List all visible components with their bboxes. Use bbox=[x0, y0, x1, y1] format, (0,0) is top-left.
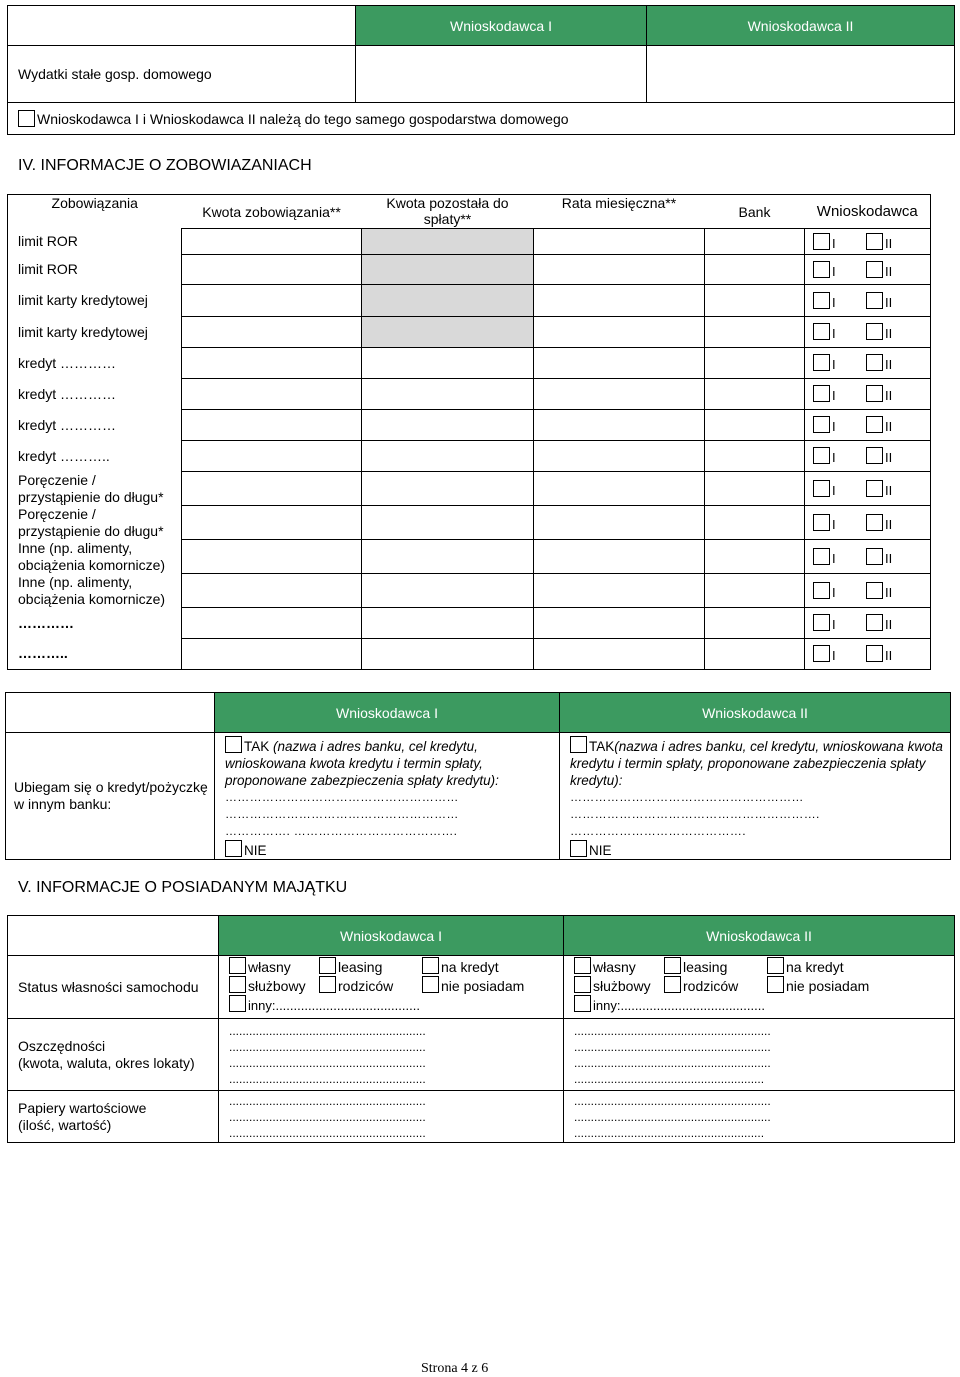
car-other-field-2[interactable]: inny:........................................ bbox=[593, 998, 765, 1013]
bank-field[interactable] bbox=[705, 410, 805, 441]
securities-field-2[interactable] bbox=[564, 1091, 955, 1143]
securities-sublabel: (ilość, wartość) bbox=[18, 1116, 112, 1133]
applicant-2-checkbox[interactable] bbox=[866, 480, 883, 497]
applicant-2-checkbox[interactable] bbox=[866, 548, 883, 565]
applicant-1-checkbox[interactable] bbox=[813, 514, 830, 531]
applicant-2-label: II bbox=[885, 516, 893, 532]
tak-dots-2a[interactable]: ………………………………………………… bbox=[570, 790, 804, 804]
installment-field[interactable] bbox=[534, 285, 705, 317]
remaining-field[interactable] bbox=[362, 574, 534, 608]
remaining-field[interactable] bbox=[362, 410, 534, 441]
savings-line[interactable]: ........................................................... bbox=[229, 1039, 426, 1054]
liability-row bbox=[8, 348, 931, 379]
car-other-checkbox-1[interactable] bbox=[229, 995, 246, 1012]
applicant-2-checkbox[interactable] bbox=[866, 514, 883, 531]
car-own-checkbox-1[interactable] bbox=[229, 957, 246, 974]
savings-label: Oszczędności bbox=[18, 1037, 106, 1054]
applicant-2-checkbox[interactable] bbox=[866, 614, 883, 631]
other-bank-label: Ubiegam się o kredyt/pożyczkę w innym banku: bbox=[6, 733, 215, 860]
liabilities-table bbox=[7, 194, 931, 670]
applicant-1-label: I bbox=[832, 357, 836, 372]
applicant-checkboxes bbox=[805, 255, 931, 285]
securities-line[interactable]: ........................................................... bbox=[229, 1109, 426, 1124]
applicant-1-checkbox[interactable] bbox=[813, 447, 830, 464]
applicant-2-label: II bbox=[885, 357, 893, 372]
household-table bbox=[7, 5, 955, 135]
securities-line[interactable]: ........................................................... bbox=[574, 1109, 771, 1124]
tak-checkbox-1[interactable] bbox=[225, 736, 242, 753]
applicant-checkboxes bbox=[805, 639, 931, 670]
remaining-field[interactable] bbox=[362, 317, 534, 348]
installment-field[interactable] bbox=[534, 639, 705, 670]
liability-label: limit karty kredytowej bbox=[8, 285, 182, 317]
applicant-1-label: I bbox=[832, 482, 836, 498]
section-4-title: IV. INFORMACJE O ZOBOWIAZANIACH bbox=[18, 157, 312, 174]
applicant-1-label: I bbox=[832, 419, 836, 434]
amount-field[interactable] bbox=[182, 317, 362, 348]
amount-field[interactable] bbox=[182, 472, 362, 506]
nie-checkbox-2[interactable] bbox=[570, 840, 587, 857]
amount-field[interactable] bbox=[182, 441, 362, 472]
applicant-checkboxes bbox=[805, 317, 931, 348]
applicant-2-label: II bbox=[885, 235, 893, 251]
savings-line[interactable]: ......................................................... bbox=[574, 1071, 765, 1086]
other-bank-header-1: Wnioskodawca I bbox=[215, 693, 560, 733]
remaining-field[interactable] bbox=[362, 441, 534, 472]
liability-label: kredyt ………… bbox=[8, 379, 182, 410]
tak-checkbox-2[interactable] bbox=[570, 736, 587, 753]
assets-table bbox=[7, 915, 955, 1143]
applicant-1-label: I bbox=[832, 617, 836, 632]
same-household-row bbox=[8, 103, 955, 135]
amount-field[interactable] bbox=[182, 348, 362, 379]
liability-row bbox=[8, 317, 931, 348]
applicant-1-label: I bbox=[832, 263, 836, 279]
car-none-checkbox-1[interactable] bbox=[422, 976, 439, 993]
applicant-2-checkbox[interactable] bbox=[866, 416, 883, 433]
amount-field[interactable] bbox=[182, 574, 362, 608]
applicant-2-label: II bbox=[885, 648, 893, 663]
liability-label: kredyt ………… bbox=[8, 348, 182, 379]
installment-field[interactable] bbox=[534, 410, 705, 441]
car-credit-checkbox-2[interactable] bbox=[767, 957, 784, 974]
liability-label: Inne (np. alimenty, obciążenia komornicze) bbox=[8, 574, 182, 608]
other-bank-table bbox=[5, 692, 951, 860]
assets-header-1: Wnioskodawca I bbox=[219, 916, 564, 956]
savings-line[interactable]: ........................................................... bbox=[574, 1023, 771, 1038]
col-installment: Rata miesięczna** bbox=[534, 195, 705, 229]
applicant-checkboxes bbox=[805, 441, 931, 472]
savings-sublabel: (kwota, waluta, okres lokaty) bbox=[18, 1054, 195, 1071]
car-company-checkbox-2[interactable] bbox=[574, 976, 591, 993]
savings-field-1[interactable] bbox=[219, 1019, 564, 1091]
tak-desc-2: (nazwa i adres banku, cel kredytu, wnioskowana kwota kredytu i termin spłaty, proponowane zabezpieczenia spłaty kredytu): bbox=[570, 739, 943, 788]
securities-label: Papiery wartościowe bbox=[18, 1099, 147, 1116]
car-parents-label-1: rodziców bbox=[338, 978, 394, 994]
applicant-1-label: I bbox=[832, 450, 836, 465]
installment-field[interactable] bbox=[534, 441, 705, 472]
securities-line[interactable]: ......................................................... bbox=[574, 1125, 765, 1140]
installment-field[interactable] bbox=[534, 379, 705, 410]
nie-label-1: NIE bbox=[244, 843, 267, 858]
liability-row bbox=[8, 379, 931, 410]
applicant-1-checkbox[interactable] bbox=[813, 261, 830, 278]
header-applicant-2: Wnioskodawca II bbox=[647, 6, 955, 46]
car-company-label-2: służbowy bbox=[593, 978, 651, 994]
applicant-1-label: I bbox=[832, 235, 836, 251]
applicant-2-checkbox[interactable] bbox=[866, 645, 883, 662]
bank-field[interactable] bbox=[705, 608, 805, 639]
liability-row bbox=[8, 574, 931, 608]
applicant-checkboxes bbox=[805, 608, 931, 639]
liability-label: limit ROR bbox=[8, 229, 182, 255]
securities-field-1[interactable] bbox=[219, 1091, 564, 1143]
liability-label: Poręczenie / przystąpienie do długu* bbox=[8, 472, 182, 506]
liability-row bbox=[8, 506, 931, 540]
bank-field[interactable] bbox=[705, 441, 805, 472]
amount-field[interactable] bbox=[182, 255, 362, 285]
installment-field[interactable] bbox=[534, 317, 705, 348]
applicant-1-checkbox[interactable] bbox=[813, 385, 830, 402]
applicant-checkboxes bbox=[805, 285, 931, 317]
amount-field[interactable] bbox=[182, 410, 362, 441]
bank-field[interactable] bbox=[705, 506, 805, 540]
applicant-1-label: I bbox=[832, 584, 836, 600]
applicant-2-checkbox[interactable] bbox=[866, 233, 883, 250]
installment-field[interactable] bbox=[534, 608, 705, 639]
securities-line[interactable]: ........................................................... bbox=[229, 1093, 426, 1108]
fixed-expenses-input-2[interactable] bbox=[647, 46, 955, 103]
bank-field[interactable] bbox=[705, 639, 805, 670]
remaining-field[interactable] bbox=[362, 472, 534, 506]
liability-label: ………… bbox=[8, 608, 182, 639]
applicant-2-label: II bbox=[885, 388, 893, 403]
applicant-1-checkbox[interactable] bbox=[813, 548, 830, 565]
car-own-label-1: własny bbox=[248, 959, 291, 975]
liability-label: kredyt ……….. bbox=[8, 441, 182, 472]
bank-field[interactable] bbox=[705, 317, 805, 348]
applicant-1-checkbox[interactable] bbox=[813, 645, 830, 662]
applicant-1-checkbox[interactable] bbox=[813, 582, 830, 599]
car-parents-checkbox-1[interactable] bbox=[319, 976, 336, 993]
car-company-label-1: służbowy bbox=[248, 978, 306, 994]
same-household-checkbox[interactable] bbox=[18, 110, 35, 127]
applicant-checkboxes bbox=[805, 379, 931, 410]
applicant-2-checkbox[interactable] bbox=[866, 292, 883, 309]
car-leasing-label-2: leasing bbox=[683, 959, 728, 975]
section-5-title: V. INFORMACJE O POSIADANYM MAJĄTKU bbox=[18, 879, 348, 896]
installment-field[interactable] bbox=[534, 506, 705, 540]
applicant-1-label: I bbox=[832, 516, 836, 532]
applicant-1-checkbox[interactable] bbox=[813, 292, 830, 309]
installment-field[interactable] bbox=[534, 540, 705, 574]
col-applicant: Wnioskodawca bbox=[805, 195, 931, 229]
car-none-label-2: nie posiadam bbox=[786, 978, 870, 994]
tak-dots-1b[interactable]: ………………………………………………… bbox=[225, 807, 459, 821]
securities-line[interactable]: ........................................................... bbox=[229, 1125, 426, 1140]
col-amount: Kwota zobowiązania** bbox=[182, 195, 362, 229]
tak-desc-1: (nazwa i adres banku, cel kredytu, wnioskowana kwota kredytu i termin spłaty, proponowane zabezpieczenia spłaty kredytu): bbox=[225, 739, 499, 788]
page-number: Strona 4 z 6 bbox=[421, 1361, 489, 1376]
same-household-label: Wnioskodawca I i Wnioskodawca II należą do tego samego gospodarstwa domowego bbox=[37, 111, 569, 127]
applicant-checkboxes bbox=[805, 229, 931, 255]
liability-row bbox=[8, 608, 931, 639]
amount-field[interactable] bbox=[182, 379, 362, 410]
assets-header-2: Wnioskodawca II bbox=[564, 916, 955, 956]
car-credit-label-2: na kredyt bbox=[786, 959, 844, 975]
car-parents-checkbox-2[interactable] bbox=[664, 976, 681, 993]
installment-field[interactable] bbox=[534, 348, 705, 379]
applicant-1-checkbox[interactable] bbox=[813, 323, 830, 340]
applicant-1-label: I bbox=[832, 294, 836, 310]
car-none-label-1: nie posiadam bbox=[441, 978, 525, 994]
amount-field[interactable] bbox=[182, 540, 362, 574]
liability-label: limit ROR bbox=[8, 255, 182, 285]
amount-field[interactable] bbox=[182, 608, 362, 639]
applicant-2-label: II bbox=[885, 294, 893, 310]
car-credit-checkbox-1[interactable] bbox=[422, 957, 439, 974]
applicant-2-checkbox[interactable] bbox=[866, 582, 883, 599]
car-other-checkbox-2[interactable] bbox=[574, 995, 591, 1012]
applicant-2-label: II bbox=[885, 482, 893, 498]
col-bank: Bank bbox=[705, 195, 805, 229]
amount-field[interactable] bbox=[182, 229, 362, 255]
liability-row bbox=[8, 639, 931, 670]
applicant-2-label: II bbox=[885, 584, 893, 600]
applicant-checkboxes bbox=[805, 574, 931, 608]
savings-line[interactable]: ........................................................... bbox=[229, 1055, 426, 1070]
car-status-label: Status własności samochodu bbox=[8, 956, 219, 1019]
applicant-checkboxes bbox=[805, 410, 931, 441]
applicant-1-checkbox[interactable] bbox=[813, 233, 830, 250]
applicant-1-label: I bbox=[832, 550, 836, 566]
tak-dots-1a[interactable]: ………………………………………………… bbox=[225, 790, 459, 804]
bank-field[interactable] bbox=[705, 229, 805, 255]
tak-dots-2c[interactable]: ……………………………………. bbox=[570, 824, 746, 838]
tak-dots-2b[interactable]: ……………………………………………………. bbox=[570, 807, 820, 821]
installment-field[interactable] bbox=[534, 574, 705, 608]
applicant-2-checkbox[interactable] bbox=[866, 261, 883, 278]
savings-line[interactable]: ........................................................... bbox=[229, 1071, 426, 1086]
remaining-field[interactable] bbox=[362, 506, 534, 540]
installment-field[interactable] bbox=[534, 229, 705, 255]
amount-field[interactable] bbox=[182, 639, 362, 670]
remaining-field[interactable] bbox=[362, 255, 534, 285]
liability-label: ……….. bbox=[8, 639, 182, 670]
applicant-1-label: I bbox=[832, 388, 836, 403]
liability-row bbox=[8, 472, 931, 506]
fixed-expenses-label: Wydatki stałe gosp. domowego bbox=[8, 46, 356, 103]
savings-line[interactable]: ........................................................... bbox=[229, 1023, 426, 1038]
other-bank-header-2: Wnioskodawca II bbox=[560, 693, 951, 733]
remaining-field[interactable] bbox=[362, 639, 534, 670]
applicant-1-checkbox[interactable] bbox=[813, 416, 830, 433]
applicant-2-label: II bbox=[885, 419, 893, 434]
tak-label-2: TAK bbox=[589, 739, 615, 754]
car-options-1 bbox=[219, 956, 564, 1019]
car-own-checkbox-2[interactable] bbox=[574, 957, 591, 974]
car-company-checkbox-1[interactable] bbox=[229, 976, 246, 993]
tak-label-1: TAK bbox=[244, 739, 270, 754]
bank-field[interactable] bbox=[705, 472, 805, 506]
liability-label: Poręczenie / przystąpienie do długu* bbox=[8, 506, 182, 540]
liability-row bbox=[8, 410, 931, 441]
remaining-field[interactable] bbox=[362, 379, 534, 410]
liability-row bbox=[8, 255, 931, 285]
car-leasing-checkbox-1[interactable] bbox=[319, 957, 336, 974]
nie-checkbox-1[interactable] bbox=[225, 840, 242, 857]
header-applicant-1: Wnioskodawca I bbox=[356, 6, 647, 46]
bank-field[interactable] bbox=[705, 285, 805, 317]
remaining-field[interactable] bbox=[362, 229, 534, 255]
applicant-checkboxes bbox=[805, 506, 931, 540]
bank-field[interactable] bbox=[705, 348, 805, 379]
installment-field[interactable] bbox=[534, 472, 705, 506]
applicant-2-label: II bbox=[885, 550, 893, 566]
col-liabilities: Zobowiązania bbox=[8, 195, 182, 229]
liability-row bbox=[8, 285, 931, 317]
applicant-2-label: II bbox=[885, 450, 893, 465]
savings-field-2[interactable] bbox=[564, 1019, 955, 1091]
applicant-2-checkbox[interactable] bbox=[866, 354, 883, 371]
tak-dots-1c[interactable]: ……………. …………………………………. bbox=[225, 824, 458, 838]
bank-field[interactable] bbox=[705, 255, 805, 285]
applicant-1-label: I bbox=[832, 326, 836, 341]
applicant-checkboxes bbox=[805, 540, 931, 574]
car-other-field-1[interactable]: inny:........................................ bbox=[248, 998, 420, 1013]
nie-label-2: NIE bbox=[589, 843, 612, 858]
remaining-field[interactable] bbox=[362, 285, 534, 317]
applicant-2-label: II bbox=[885, 617, 893, 632]
applicant-2-checkbox[interactable] bbox=[866, 447, 883, 464]
amount-field[interactable] bbox=[182, 285, 362, 317]
applicant-1-checkbox[interactable] bbox=[813, 480, 830, 497]
remaining-field[interactable] bbox=[362, 348, 534, 379]
savings-line[interactable]: ........................................................... bbox=[574, 1055, 771, 1070]
car-own-label-2: własny bbox=[593, 959, 636, 975]
car-parents-label-2: rodziców bbox=[683, 978, 739, 994]
savings-line[interactable]: ........................................................... bbox=[574, 1039, 771, 1054]
applicant-2-checkbox[interactable] bbox=[866, 323, 883, 340]
liability-row bbox=[8, 229, 931, 255]
car-none-checkbox-2[interactable] bbox=[767, 976, 784, 993]
applicant-1-checkbox[interactable] bbox=[813, 614, 830, 631]
liability-label: Inne (np. alimenty, obciążenia komornicze) bbox=[8, 540, 182, 574]
car-leasing-checkbox-2[interactable] bbox=[664, 957, 681, 974]
col-remaining: Kwota pozostała do spłaty** bbox=[362, 195, 534, 229]
applicant-1-checkbox[interactable] bbox=[813, 354, 830, 371]
installment-field[interactable] bbox=[534, 255, 705, 285]
liability-row bbox=[8, 441, 931, 472]
bank-field[interactable] bbox=[705, 379, 805, 410]
liability-row bbox=[8, 540, 931, 574]
remaining-field[interactable] bbox=[362, 608, 534, 639]
car-credit-label-1: na kredyt bbox=[441, 959, 499, 975]
applicant-2-checkbox[interactable] bbox=[866, 385, 883, 402]
applicant-checkboxes bbox=[805, 348, 931, 379]
liability-label: kredyt ………… bbox=[8, 410, 182, 441]
fixed-expenses-input-1[interactable] bbox=[356, 46, 647, 103]
applicant-2-label: II bbox=[885, 326, 893, 341]
car-leasing-label-1: leasing bbox=[338, 959, 383, 975]
remaining-field[interactable] bbox=[362, 540, 534, 574]
applicant-2-label: II bbox=[885, 263, 893, 279]
bank-field[interactable] bbox=[705, 540, 805, 574]
securities-line[interactable]: ........................................................... bbox=[574, 1093, 771, 1108]
car-options-2 bbox=[564, 956, 955, 1019]
liability-label: limit karty kredytowej bbox=[8, 317, 182, 348]
bank-field[interactable] bbox=[705, 574, 805, 608]
applicant-1-label: I bbox=[832, 648, 836, 663]
applicant-checkboxes bbox=[805, 472, 931, 506]
amount-field[interactable] bbox=[182, 506, 362, 540]
